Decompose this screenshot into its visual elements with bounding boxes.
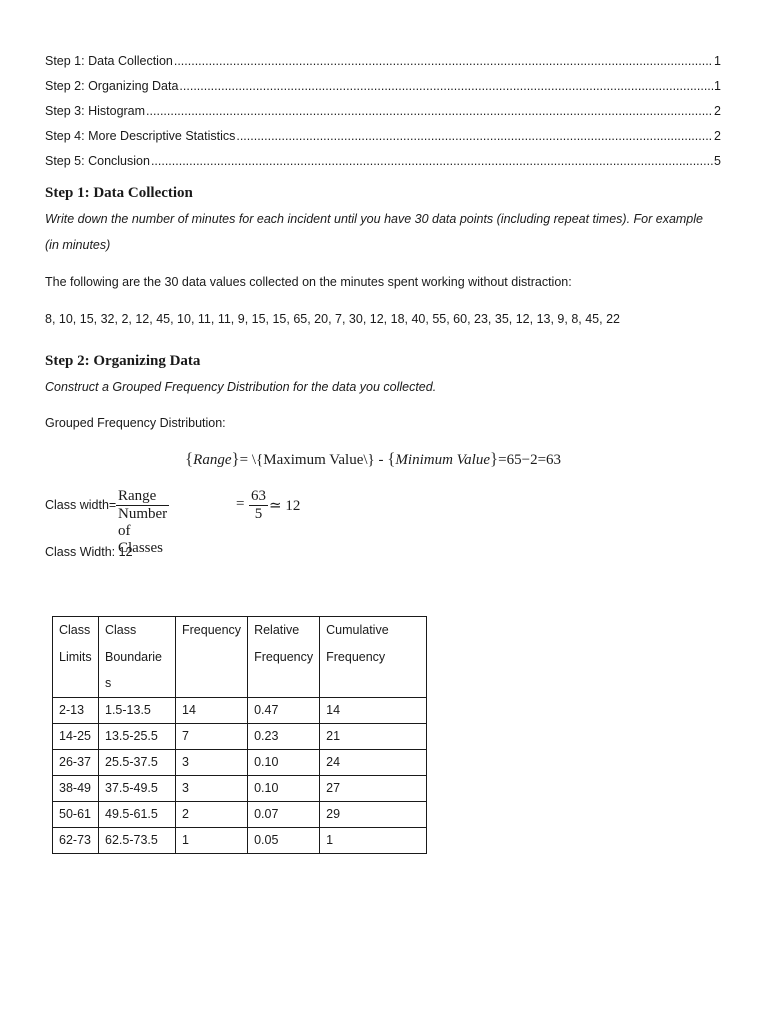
gfd-label: Grouped Frequency Distribution: — [45, 416, 226, 430]
step1-instruction-line2: (in minutes) — [45, 238, 111, 252]
cell-relative-frequency: 0.10 — [248, 775, 320, 801]
cell-relative-frequency: 0.05 — [248, 827, 320, 853]
toc-title: Step 1: Data Collection — [45, 54, 173, 68]
cell-class-limits: 62-73 — [53, 827, 99, 853]
toc-page: 5 — [714, 154, 721, 168]
toc-page: 2 — [714, 104, 721, 118]
step2-instruction: Construct a Grouped Frequency Distribution for the data you collected. — [45, 380, 437, 394]
step1-intro: The following are the 30 data values collected on the minutes spent working without distraction: — [45, 275, 572, 289]
cell-cumulative-frequency: 27 — [320, 775, 427, 801]
toc-leader — [174, 54, 713, 68]
cell-frequency: 1 — [176, 827, 248, 853]
step1-instruction-line1: Write down the number of minutes for each incident until you have 30 data points (including repeat times). For example — [45, 212, 703, 226]
table-row — [53, 697, 427, 723]
brace: } — [231, 449, 240, 468]
toc-entry[interactable] — [45, 75, 721, 93]
fraction-63-over-5 — [249, 488, 268, 523]
denominator: 5 — [254, 506, 263, 522]
cell-class-boundaries: 62.5-73.5 — [99, 827, 176, 853]
cell-frequency: 3 — [176, 775, 248, 801]
cell-cumulative-frequency: 29 — [320, 801, 427, 827]
table-row — [53, 827, 427, 853]
cell-class-boundaries: 25.5-37.5 — [99, 749, 176, 775]
range-middle: = \{Maximum Value\} - — [239, 452, 388, 468]
toc-entry[interactable] — [45, 125, 721, 143]
header-class-boundaries: Class Boundarie s — [99, 617, 176, 698]
cell-cumulative-frequency: 1 — [320, 827, 427, 853]
cell-class-limits: 38-49 — [53, 775, 99, 801]
table-row — [53, 801, 427, 827]
cell-class-boundaries: 1.5-13.5 — [99, 697, 176, 723]
cell-relative-frequency: 0.07 — [248, 801, 320, 827]
toc-leader — [151, 154, 713, 168]
cell-class-limits: 2-13 — [53, 697, 99, 723]
equals-sign: = — [236, 496, 245, 512]
cell-frequency: 7 — [176, 723, 248, 749]
denominator: Number of Classes — [118, 506, 168, 556]
range-result: =65−2=63 — [498, 452, 562, 468]
cell-relative-frequency: 0.47 — [248, 697, 320, 723]
cell-class-limits: 26-37 — [53, 749, 99, 775]
header-class-limits: Class Limits — [53, 617, 99, 698]
cell-class-boundaries: 37.5-49.5 — [99, 775, 176, 801]
toc-leader — [236, 129, 713, 143]
table-row — [53, 723, 427, 749]
table-row — [53, 775, 427, 801]
minimum-value-variable: Minimum Value — [395, 452, 490, 468]
cell-cumulative-frequency: 14 — [320, 697, 427, 723]
range-equation — [185, 449, 561, 469]
step1-data-values: 8, 10, 15, 32, 2, 12, 45, 10, 11, 11, 9, 15, 15, 65, 20, 7, 30, 12, 18, 40, 55, 60, 23, 35, 12, 13, 9, 8, 45, 22 — [45, 312, 620, 326]
brace: { — [185, 449, 194, 468]
toc-entry[interactable] — [45, 150, 721, 168]
table-header-row — [53, 617, 427, 698]
cell-class-boundaries: 13.5-25.5 — [99, 723, 176, 749]
toc-entry[interactable] — [45, 100, 721, 118]
toc-entry[interactable] — [45, 50, 721, 68]
range-variable: Range — [193, 452, 232, 468]
brace: } — [490, 449, 499, 468]
toc-leader — [146, 104, 713, 118]
brace: { — [387, 449, 396, 468]
approx-result: ≃ 12 — [269, 498, 301, 514]
cell-frequency: 3 — [176, 749, 248, 775]
cell-frequency: 2 — [176, 801, 248, 827]
cell-class-limits: 14-25 — [53, 723, 99, 749]
step2-heading: Step 2: Organizing Data — [45, 353, 201, 369]
toc-title: Step 3: Histogram — [45, 104, 146, 118]
class-width-label: Class width= — [45, 498, 117, 512]
toc-page: 2 — [714, 129, 721, 143]
numerator: Range — [118, 488, 157, 504]
class-width-text: Class Width: 12 — [45, 545, 133, 559]
header-relative-frequency: Relative Frequency — [248, 617, 320, 698]
toc-title: Step 5: Conclusion — [45, 154, 150, 168]
cell-class-boundaries: 49.5-61.5 — [99, 801, 176, 827]
cell-relative-frequency: 0.10 — [248, 749, 320, 775]
step1-heading: Step 1: Data Collection — [45, 185, 193, 201]
toc-title: Step 2: Organizing Data — [45, 79, 179, 93]
frequency-table — [52, 616, 427, 854]
header-cumulative-frequency: Cumulative Frequency — [320, 617, 427, 698]
cell-cumulative-frequency: 21 — [320, 723, 427, 749]
toc-title: Step 4: More Descriptive Statistics — [45, 129, 236, 143]
cell-cumulative-frequency: 24 — [320, 749, 427, 775]
cell-frequency: 14 — [176, 697, 248, 723]
cell-relative-frequency: 0.23 — [248, 723, 320, 749]
toc-leader — [179, 79, 713, 93]
cell-class-limits: 50-61 — [53, 801, 99, 827]
numerator: 63 — [251, 488, 266, 504]
table-row — [53, 749, 427, 775]
toc-page: 1 — [714, 54, 721, 68]
header-frequency: Frequency — [176, 617, 248, 698]
toc-page: 1 — [714, 79, 721, 93]
